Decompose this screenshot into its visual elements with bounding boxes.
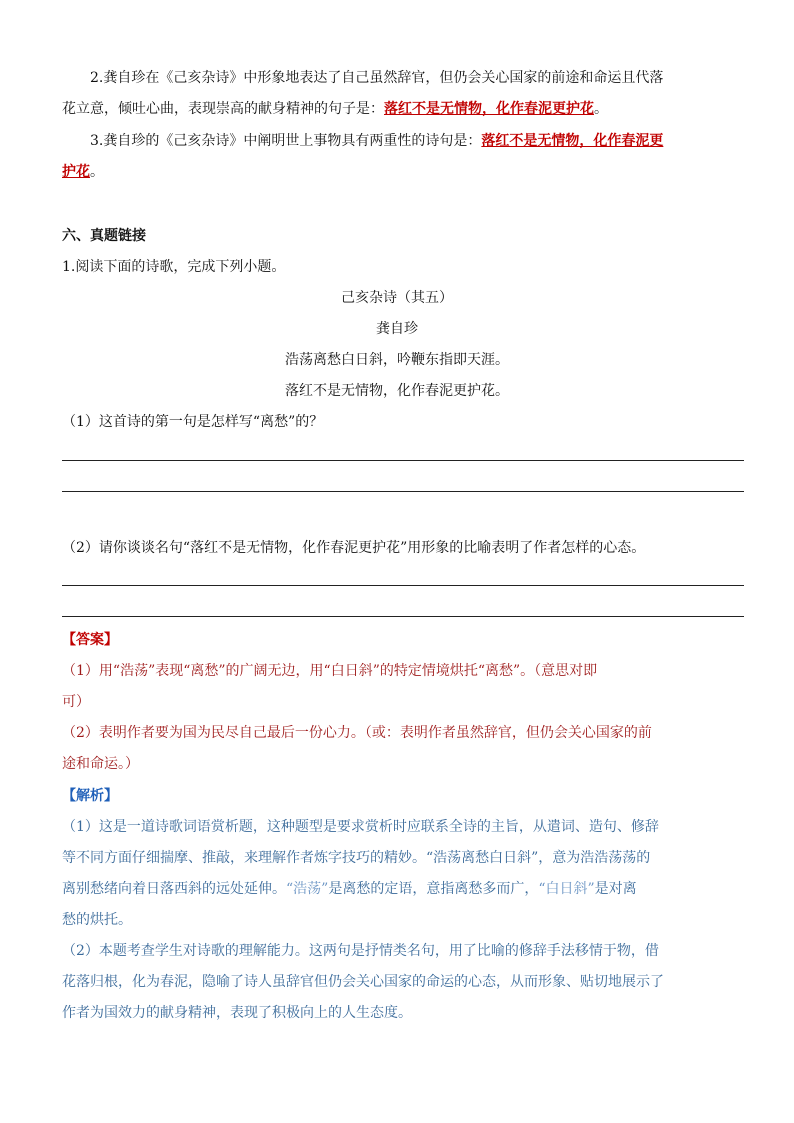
item-3-prefix: 3.龚自珍的《己亥杂诗》中阐明世上事物具有两重性的诗句是： — [90, 133, 482, 149]
item-3-line-2 — [62, 162, 104, 182]
analysis-label: 【解析】 — [62, 788, 118, 804]
poem-title: 己亥杂诗（其五） — [341, 290, 453, 306]
answer-1-line-2: 可） — [62, 694, 90, 710]
answer-2-line-2: 途和命运。） — [62, 756, 139, 772]
answer-1-line-1: （1）用“浩荡”表现“离愁”的广阔无边，用“白日斜”的特定情境烘托“离愁”。（意思对即 — [62, 663, 598, 679]
question-1: （1）这首诗的第一句是怎样写“离愁”的？ — [62, 414, 324, 430]
answer-label: 【答案】 — [62, 632, 118, 648]
analysis-2-line-1: （2）本题考查学生对诗歌的理解能力。这两句是抒情类名句，用了比喻的修辞手法移情于物，借 — [62, 943, 659, 959]
analysis-1-line-3-start: 离别愁绪向着日落西斜的远处延伸。 — [62, 881, 286, 897]
item-3-answer-part-2: 护花 — [62, 164, 90, 180]
poem-line-2: 落红不是无情物，化作春泥更护花。 — [285, 383, 509, 399]
analysis-1-line-4: 愁的烘托。 — [62, 912, 132, 928]
answer-2-line-1: （2）表明作者要为国为民尽自己最后一份心力。（或：表明作者虽然辞官，但仍会关心国家的前 — [62, 725, 652, 741]
analysis-1-line-3-middle: 是离愁的定语，意指离愁多而广， — [328, 881, 539, 897]
item-2-answer: 落红不是无情物，化作春泥更护花 — [384, 101, 594, 117]
item-2-line-1: 2.龚自珍在《己亥杂诗》中形象地表达了自己虽然辞官，但仍会关心国家的前途和命运且代落 — [90, 70, 664, 86]
item-2-prefix: 花立意，倾吐心曲，表现崇高的献身精神的句子是： — [62, 101, 384, 117]
item-3-line-1 — [90, 131, 663, 151]
analysis-1-line-2: 等不同方面仔细揣摩、推敲，来理解作者炼字技巧的精妙。“浩荡离愁白日斜”，意为浩浩荡荡的 — [62, 850, 651, 866]
question-2: （2）请你谈谈名句“落红不是无情物，化作春泥更护花”用形象的比喻表明了作者怎样的心态。 — [62, 540, 646, 556]
answer-rule-2 — [62, 491, 744, 492]
poem-author: 龚自珍 — [376, 321, 418, 337]
question-intro: 1.阅读下面的诗歌，完成下列小题。 — [62, 259, 286, 275]
analysis-highlight-haodang: “浩荡” — [286, 881, 329, 897]
analysis-1-line-3 — [62, 879, 637, 899]
section-heading: 六、真题链接 — [62, 228, 146, 244]
analysis-2-line-3: 作者为国效力的献身精神，表现了积极向上的人生态度。 — [62, 1005, 412, 1021]
item-3-answer-part-1: 落红不是无情物，化作春泥更 — [481, 133, 664, 149]
answer-rule-1 — [62, 460, 744, 461]
answer-rule-3 — [62, 585, 744, 586]
analysis-1-line-1: （1）这是一道诗歌词语赏析题，这种题型是要求赏析时应联系全诗的主旨，从遣词、造句、修辞 — [62, 819, 659, 835]
item-2-suffix: 。 — [594, 101, 608, 117]
item-3-suffix: 。 — [90, 164, 104, 180]
poem-line-1: 浩荡离愁白日斜，吟鞭东指即天涯。 — [285, 352, 509, 368]
analysis-highlight-bairixie: “白日斜” — [538, 881, 595, 897]
analysis-1-line-3-end: 是对离 — [594, 881, 637, 897]
item-2-line-2 — [62, 99, 608, 119]
answer-rule-4 — [62, 616, 744, 617]
analysis-2-line-2: 花落归根，化为春泥，隐喻了诗人虽辞官但仍会关心国家的命运的心态，从而形象、贴切地展示了 — [62, 974, 664, 990]
